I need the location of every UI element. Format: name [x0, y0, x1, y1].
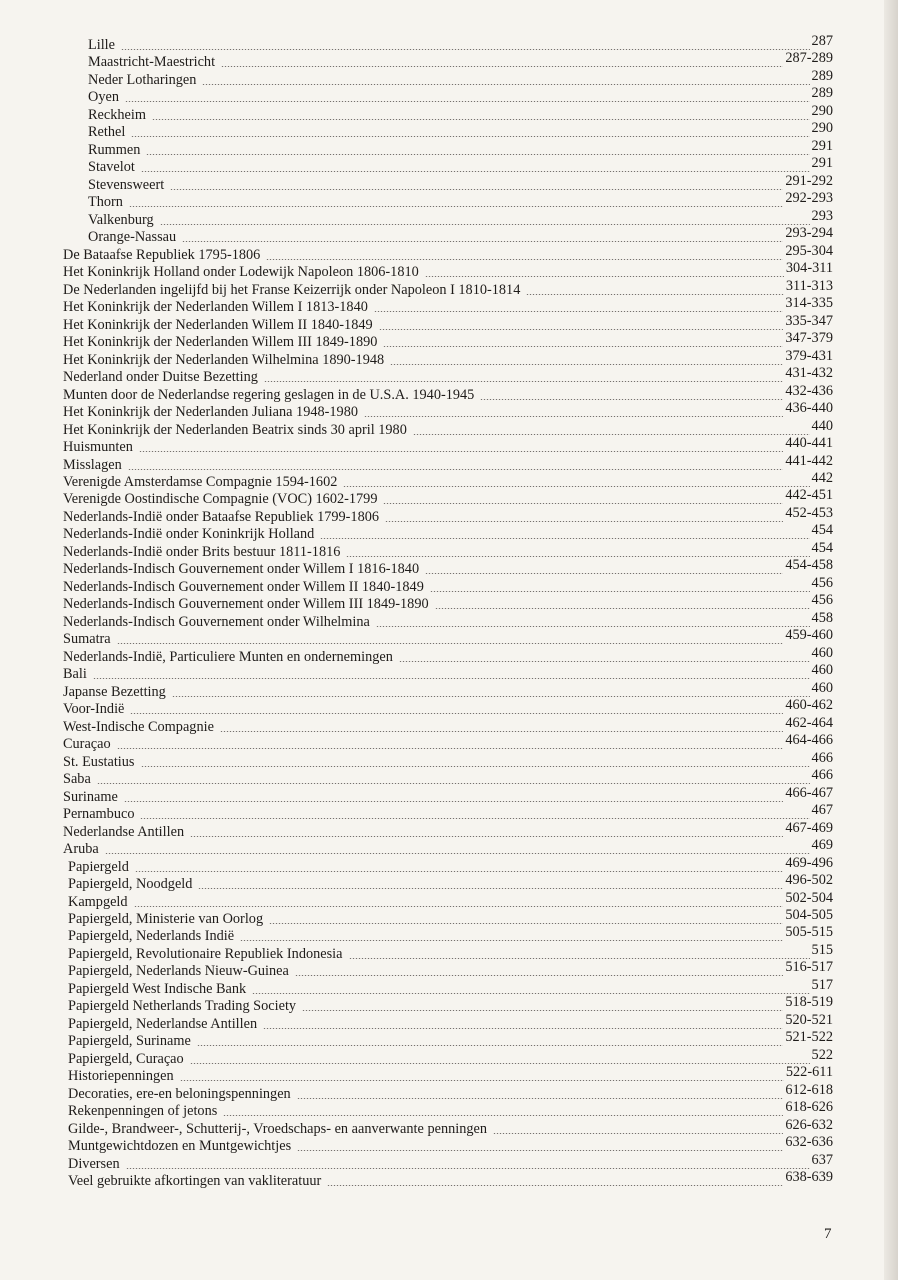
- dot-leader: [327, 1185, 783, 1186]
- toc-entry: [63, 592, 833, 613]
- toc-entry: [63, 574, 833, 596]
- toc-entry-pages: 464-466: [785, 732, 833, 749]
- dot-leader: [413, 434, 810, 435]
- toc-entry: [68, 994, 833, 1015]
- toc-entry-pages: 520-521: [785, 1011, 833, 1028]
- toc-entry: [63, 662, 833, 683]
- dot-leader: [264, 381, 783, 382]
- toc-entry-title: Rummen: [88, 141, 141, 158]
- toc-entry-pages: 521-522: [785, 1029, 833, 1046]
- toc-entry: [88, 190, 833, 211]
- toc-entry-pages: 292-293: [785, 190, 833, 207]
- toc-entry-pages: 467-469: [785, 819, 833, 836]
- toc-entry: [63, 312, 833, 334]
- toc-entry-pages: 454-458: [785, 557, 833, 574]
- toc-entry-pages: 466: [811, 767, 833, 784]
- toc-entry-pages: 612-618: [785, 1081, 833, 1098]
- dot-leader: [202, 84, 809, 85]
- toc-entry: [68, 941, 833, 963]
- toc-entry-pages: 638-639: [785, 1169, 833, 1186]
- toc-entry-pages: 515: [811, 941, 833, 958]
- toc-entry-pages: 432-436: [785, 382, 833, 399]
- dot-leader: [302, 1010, 783, 1011]
- toc-entry-pages: 502-504: [785, 889, 833, 906]
- toc-entry: [63, 609, 833, 631]
- page-number: 7: [824, 1226, 832, 1242]
- dot-leader: [198, 888, 783, 889]
- toc-entry-title: Stevensweert: [88, 176, 165, 193]
- toc-entry-pages: 293-294: [785, 225, 833, 242]
- toc-entry-title: Lille: [88, 37, 115, 53]
- dot-leader: [320, 538, 809, 539]
- toc-entry-pages: 469-496: [785, 854, 833, 871]
- dot-leader: [379, 329, 784, 330]
- toc-entry-pages: 291-292: [785, 172, 833, 189]
- toc-entry: [88, 67, 833, 89]
- dot-leader: [343, 486, 809, 487]
- toc-entry-pages: 467: [811, 802, 833, 819]
- toc-entry-title: Muntgewichtdozen en Muntgewichtjes: [68, 1138, 292, 1155]
- toc-entry-title: West-Indische Compagnie: [63, 718, 214, 735]
- toc-entry: [68, 1134, 833, 1155]
- toc-entry-title: Het Koninkrijk der Nederlanden Willem II 1840-1849: [63, 316, 373, 333]
- toc-entry-title: Maastricht-Maestricht: [88, 54, 216, 71]
- toc-entry-title: Decoraties, ere-en beloningspenningen: [68, 1085, 291, 1102]
- toc-entry-title: De Bataafse Republiek 1795-1806: [63, 246, 261, 263]
- toc-entry: [63, 260, 833, 281]
- toc-entry-title: Neder Lotharingen: [88, 71, 197, 88]
- toc-entry-title: Papiergeld Netherlands Trading Society: [68, 998, 297, 1015]
- dot-leader: [425, 573, 783, 574]
- dot-leader: [190, 836, 783, 837]
- toc-entry: [88, 155, 833, 176]
- toc-entry-title: Nederlands-Indisch Gouvernement onder Willem I 1816-1840: [63, 561, 420, 578]
- toc-entry: [63, 557, 833, 578]
- dot-leader: [121, 49, 810, 50]
- dot-leader: [190, 1063, 810, 1064]
- toc-entry-pages: 458: [811, 609, 833, 626]
- toc-entry-pages: 441-442: [785, 452, 833, 469]
- toc-entry-title: Historiepenningen: [68, 1068, 174, 1085]
- toc-entry-pages: 289: [811, 67, 833, 84]
- toc-entry: [63, 767, 833, 788]
- toc-entry-title: De Nederlanden ingelijfd bij het Franse Keizerrijk onder Napoleon I 1810-1814: [63, 281, 521, 298]
- toc-entry-title: Reckheim: [88, 106, 146, 123]
- toc-entry-pages: 335-347: [785, 312, 833, 329]
- toc-entry: [88, 85, 833, 106]
- toc-entry-pages: 469: [811, 837, 833, 854]
- toc-entry: [68, 1029, 833, 1050]
- toc-entry-pages: 466-467: [785, 784, 833, 801]
- toc-entry-pages: 436-440: [785, 400, 833, 417]
- dot-leader: [263, 1028, 783, 1029]
- dot-leader: [493, 1133, 783, 1134]
- dot-leader: [349, 958, 810, 959]
- toc-entry-pages: 496-502: [785, 872, 833, 889]
- toc-entry-pages: 517: [811, 976, 833, 993]
- toc-entry-title: Verenigde Oostindische Compagnie (VOC) 1602-1799: [63, 491, 378, 508]
- toc-entry-title: Japanse Bezetting: [63, 683, 166, 700]
- toc-entry-title: Papiergeld West Indische Bank: [68, 980, 247, 997]
- toc-entry-title: Het Koninkrijk der Nederlanden Wilhelmina 1890-1948: [63, 351, 385, 368]
- dot-leader: [425, 276, 784, 277]
- dot-leader: [172, 696, 810, 697]
- dot-leader: [134, 906, 784, 907]
- toc-entry-title: Nederlands-Indisch Gouvernement onder Wilhelmina: [63, 613, 370, 630]
- toc-entry: [63, 487, 833, 508]
- toc-entry-title: Gilde-, Brandweer-, Schutterij-, Vroedschaps- en aanverwante penningen: [68, 1120, 488, 1137]
- dot-leader: [141, 766, 810, 767]
- dot-leader: [430, 591, 810, 592]
- dot-leader: [390, 364, 783, 365]
- toc-entry-pages: 626-632: [785, 1116, 833, 1133]
- toc-entry: [63, 382, 833, 404]
- dot-leader: [105, 853, 810, 854]
- toc-entry-pages: 505-515: [785, 924, 833, 941]
- toc-entry: [88, 137, 833, 159]
- toc-entry-title: Orange-Nassau: [88, 229, 177, 246]
- toc-entry-title: Nederlands-Indië, Particuliere Munten en ondernemingen: [63, 648, 393, 665]
- dot-leader: [221, 66, 783, 67]
- toc-entry: [63, 452, 833, 474]
- toc-entry-pages: 291: [811, 137, 833, 154]
- dot-leader: [240, 940, 783, 941]
- toc-entry-title: Pernambuco: [63, 806, 135, 823]
- toc-entry-pages: 287-289: [785, 50, 833, 67]
- toc-entry-title: Papiergeld, Suriname: [68, 1033, 191, 1050]
- toc-entry-pages: 295-304: [785, 242, 833, 259]
- toc-entry-title: Veel gebruikte afkortingen van vakliteratuur: [68, 1173, 322, 1190]
- toc-entry: [68, 924, 833, 945]
- toc-entry-pages: 456: [811, 574, 833, 591]
- toc-entry-pages: 287: [811, 33, 833, 49]
- dot-leader: [266, 259, 783, 260]
- dot-leader: [128, 469, 784, 470]
- toc-entry-pages: 289: [811, 85, 833, 102]
- toc-entry: [63, 837, 833, 858]
- dot-leader: [130, 713, 783, 714]
- toc-entry-title: Rethel: [88, 124, 126, 141]
- toc-entry-title: Thorn: [88, 194, 123, 211]
- toc-entry: [63, 784, 833, 806]
- toc-entry-title: Voor-Indië: [63, 701, 125, 718]
- toc-entry: [63, 539, 833, 561]
- dot-leader: [129, 206, 783, 207]
- toc-entry-title: Nederlands-Indië onder Brits bestuur 1811-1816: [63, 543, 341, 560]
- toc-entry-pages: 460: [811, 644, 833, 661]
- toc-entry-title: Curaçao: [63, 736, 111, 753]
- toc-entry-pages: 504-505: [785, 907, 833, 923]
- toc-entry: [63, 417, 833, 439]
- toc-entry: [68, 1081, 833, 1103]
- dot-leader: [124, 801, 784, 802]
- dot-leader: [131, 136, 809, 137]
- toc-entry-title: Misslagen: [63, 456, 122, 473]
- toc-entry: [68, 889, 833, 911]
- toc-entry: [63, 732, 833, 753]
- toc-entry-title: Stavelot: [88, 159, 135, 176]
- toc-entry-pages: 522-611: [785, 1064, 833, 1081]
- toc-entry-title: Papiergeld, Noodgeld: [68, 876, 193, 893]
- toc-entry: [88, 33, 833, 54]
- toc-entry: [63, 400, 833, 421]
- toc-entry: [63, 522, 833, 543]
- toc-entry-title: Papiergeld: [68, 858, 129, 875]
- toc-entry-pages: 462-464: [785, 714, 833, 731]
- toc-entry-pages: 347-379: [785, 330, 833, 347]
- toc-entry-pages: 516-517: [785, 959, 833, 976]
- toc-entry-title: Suriname: [63, 788, 118, 805]
- toc-entry-title: Het Koninkrijk der Nederlanden Willem III 1849-1890: [63, 334, 378, 351]
- toc-entry: [68, 872, 833, 893]
- dot-leader: [180, 1080, 784, 1081]
- toc-entry: [63, 365, 833, 386]
- dot-leader: [376, 626, 810, 627]
- toc-entry-title: Nederlands-Indisch Gouvernement onder Willem III 1849-1890: [63, 596, 429, 613]
- toc-entry-pages: 440: [811, 417, 833, 434]
- toc-entry: [63, 435, 833, 456]
- toc-entry-title: Nederlands-Indisch Gouvernement onder Willem II 1840-1849: [63, 578, 424, 595]
- toc-entry-title: Huismunten: [63, 439, 133, 456]
- toc-entry-title: Nederland onder Duitse Bezetting: [63, 369, 258, 386]
- toc-entry: [63, 749, 833, 771]
- toc-entry: [88, 102, 833, 124]
- dot-leader: [364, 416, 783, 417]
- dot-leader: [346, 556, 809, 557]
- toc-entry: [63, 295, 833, 316]
- toc-entry-pages: 632-636: [785, 1134, 833, 1151]
- dot-leader: [182, 241, 783, 242]
- toc-entry: [63, 802, 833, 823]
- toc-entry: [68, 907, 833, 928]
- toc-entry: [63, 470, 833, 491]
- toc-entry-pages: 291: [811, 155, 833, 172]
- toc-entry: [63, 330, 833, 351]
- dot-leader: [97, 783, 810, 784]
- toc-entry-title: Papiergeld, Nederlandse Antillen: [68, 1015, 258, 1032]
- dot-leader: [223, 1115, 783, 1116]
- dot-leader: [383, 503, 783, 504]
- toc-entry-title: Nederlandse Antillen: [63, 823, 185, 840]
- toc-entry-pages: 304-311: [785, 260, 833, 277]
- toc-entry-pages: 460-462: [785, 697, 833, 714]
- toc-entry-title: Munten door de Nederlandse regering geslagen in de U.S.A. 1940-1945: [63, 386, 475, 403]
- toc-entry: [88, 225, 833, 246]
- toc-entry: [63, 644, 833, 666]
- dot-leader: [374, 311, 783, 312]
- toc-entry-title: Verenigde Amsterdamse Compagnie 1594-1602: [63, 474, 338, 490]
- toc-entry: [63, 242, 833, 264]
- dot-leader: [435, 608, 810, 609]
- table-of-contents: [0, 33, 898, 1216]
- dot-leader: [125, 101, 810, 102]
- toc-entry-title: Papiergeld, Curaçao: [68, 1050, 184, 1067]
- toc-entry-title: Papiergeld, Nederlands Indië: [68, 928, 235, 945]
- toc-entry-pages: 314-335: [785, 295, 833, 312]
- dot-leader: [220, 731, 783, 732]
- toc-entry: [88, 207, 833, 229]
- toc-entry-title: Papiergeld, Revolutionaire Republiek Indonesia: [68, 945, 343, 962]
- toc-entry-title: Rekenpenningen of jetons: [68, 1103, 218, 1120]
- toc-entry-pages: 293: [811, 207, 833, 224]
- toc-entry: [68, 1151, 833, 1173]
- toc-entry-title: Nederlands-Indië onder Koninkrijk Holland: [63, 526, 315, 543]
- toc-entry: [63, 277, 833, 299]
- dot-leader: [139, 451, 783, 452]
- dot-leader: [93, 678, 810, 679]
- toc-entry: [88, 120, 833, 141]
- toc-entry-pages: 518-519: [785, 994, 833, 1011]
- toc-entry-title: Oyen: [88, 89, 119, 106]
- toc-entry-pages: 460: [811, 662, 833, 679]
- dot-leader: [297, 1150, 783, 1151]
- toc-entry: [63, 679, 833, 701]
- toc-entry-pages: 311-313: [785, 277, 833, 294]
- toc-entry-title: Valkenburg: [88, 211, 154, 228]
- toc-entry-title: Aruba: [63, 841, 99, 858]
- toc-entry-pages: 459-460: [785, 627, 833, 644]
- toc-entry-pages: 460: [811, 679, 833, 696]
- dot-leader: [117, 643, 784, 644]
- toc-entry: [88, 50, 833, 71]
- dot-leader: [152, 119, 810, 120]
- toc-entry-pages: 442: [811, 470, 833, 486]
- toc-entry: [68, 854, 833, 876]
- toc-entry-title: Het Koninkrijk Holland onder Lodewijk Napoleon 1806-1810: [63, 264, 419, 281]
- toc-entry: [68, 976, 833, 998]
- toc-entry-pages: 454: [811, 522, 833, 539]
- toc-entry-pages: 452-453: [785, 504, 833, 521]
- toc-entry: [68, 1099, 833, 1120]
- dot-leader: [135, 871, 783, 872]
- toc-entry-pages: 454: [811, 539, 833, 556]
- toc-entry-pages: 290: [811, 102, 833, 119]
- toc-entry-title: St. Eustatius: [63, 753, 135, 770]
- toc-entry-pages: 431-432: [785, 365, 833, 382]
- dot-leader: [141, 171, 810, 172]
- toc-entry-title: Het Koninkrijk der Nederlanden Willem I 1813-1840: [63, 299, 368, 316]
- toc-entry: [88, 172, 833, 194]
- toc-entry-title: Kampgeld: [68, 893, 128, 910]
- dot-leader: [295, 975, 783, 976]
- toc-entry-pages: 440-441: [785, 435, 833, 452]
- toc-entry: [68, 1046, 833, 1068]
- toc-entry-title: Saba: [63, 771, 91, 788]
- toc-entry-pages: 618-626: [785, 1099, 833, 1116]
- toc-entry-pages: 442-451: [785, 487, 833, 504]
- dot-leader: [480, 399, 783, 400]
- toc-entry: [63, 347, 833, 369]
- toc-entry-pages: 522: [811, 1046, 833, 1063]
- toc-entry: [68, 1011, 833, 1033]
- dot-leader: [126, 1168, 810, 1169]
- toc-entry-pages: 290: [811, 120, 833, 137]
- dot-leader: [117, 748, 784, 749]
- dot-leader: [146, 154, 809, 155]
- toc-entry: [63, 627, 833, 648]
- toc-entry-title: Het Koninkrijk der Nederlanden Juliana 1948-1980: [63, 404, 358, 421]
- toc-entry: [68, 959, 833, 980]
- toc-entry-title: Het Koninkrijk der Nederlanden Beatrix sinds 30 april 1980: [63, 421, 407, 438]
- toc-entry: [63, 819, 833, 841]
- toc-entry: [63, 697, 833, 718]
- toc-entry: [63, 504, 833, 526]
- toc-entry-title: Diversen: [68, 1155, 120, 1172]
- toc-entry: [68, 1064, 833, 1085]
- toc-entry-title: Nederlands-Indië onder Bataafse Republiek 1799-1806: [63, 508, 380, 525]
- dot-leader: [197, 1045, 784, 1046]
- dot-leader: [399, 661, 810, 662]
- dot-leader: [170, 189, 783, 190]
- toc-entry-title: Bali: [63, 666, 87, 683]
- toc-entry-title: Papiergeld, Nederlands Nieuw-Guinea: [68, 963, 289, 980]
- toc-entry: [68, 1169, 833, 1190]
- toc-entry-pages: 456: [811, 592, 833, 609]
- toc-entry-pages: 379-431: [785, 347, 833, 364]
- dot-leader: [383, 346, 783, 347]
- dot-leader: [297, 1098, 784, 1099]
- toc-entry: [68, 1116, 833, 1138]
- dot-leader: [526, 294, 784, 295]
- toc-entry-pages: 466: [811, 749, 833, 766]
- dot-leader: [385, 521, 783, 522]
- dot-leader: [160, 224, 810, 225]
- toc-entry-pages: 637: [811, 1151, 833, 1168]
- dot-leader: [140, 818, 809, 819]
- dot-leader: [269, 923, 783, 924]
- toc-entry-title: Sumatra: [63, 631, 111, 648]
- toc-entry: [63, 714, 833, 736]
- dot-leader: [252, 993, 809, 994]
- toc-entry-title: Papiergeld, Ministerie van Oorlog: [68, 911, 264, 927]
